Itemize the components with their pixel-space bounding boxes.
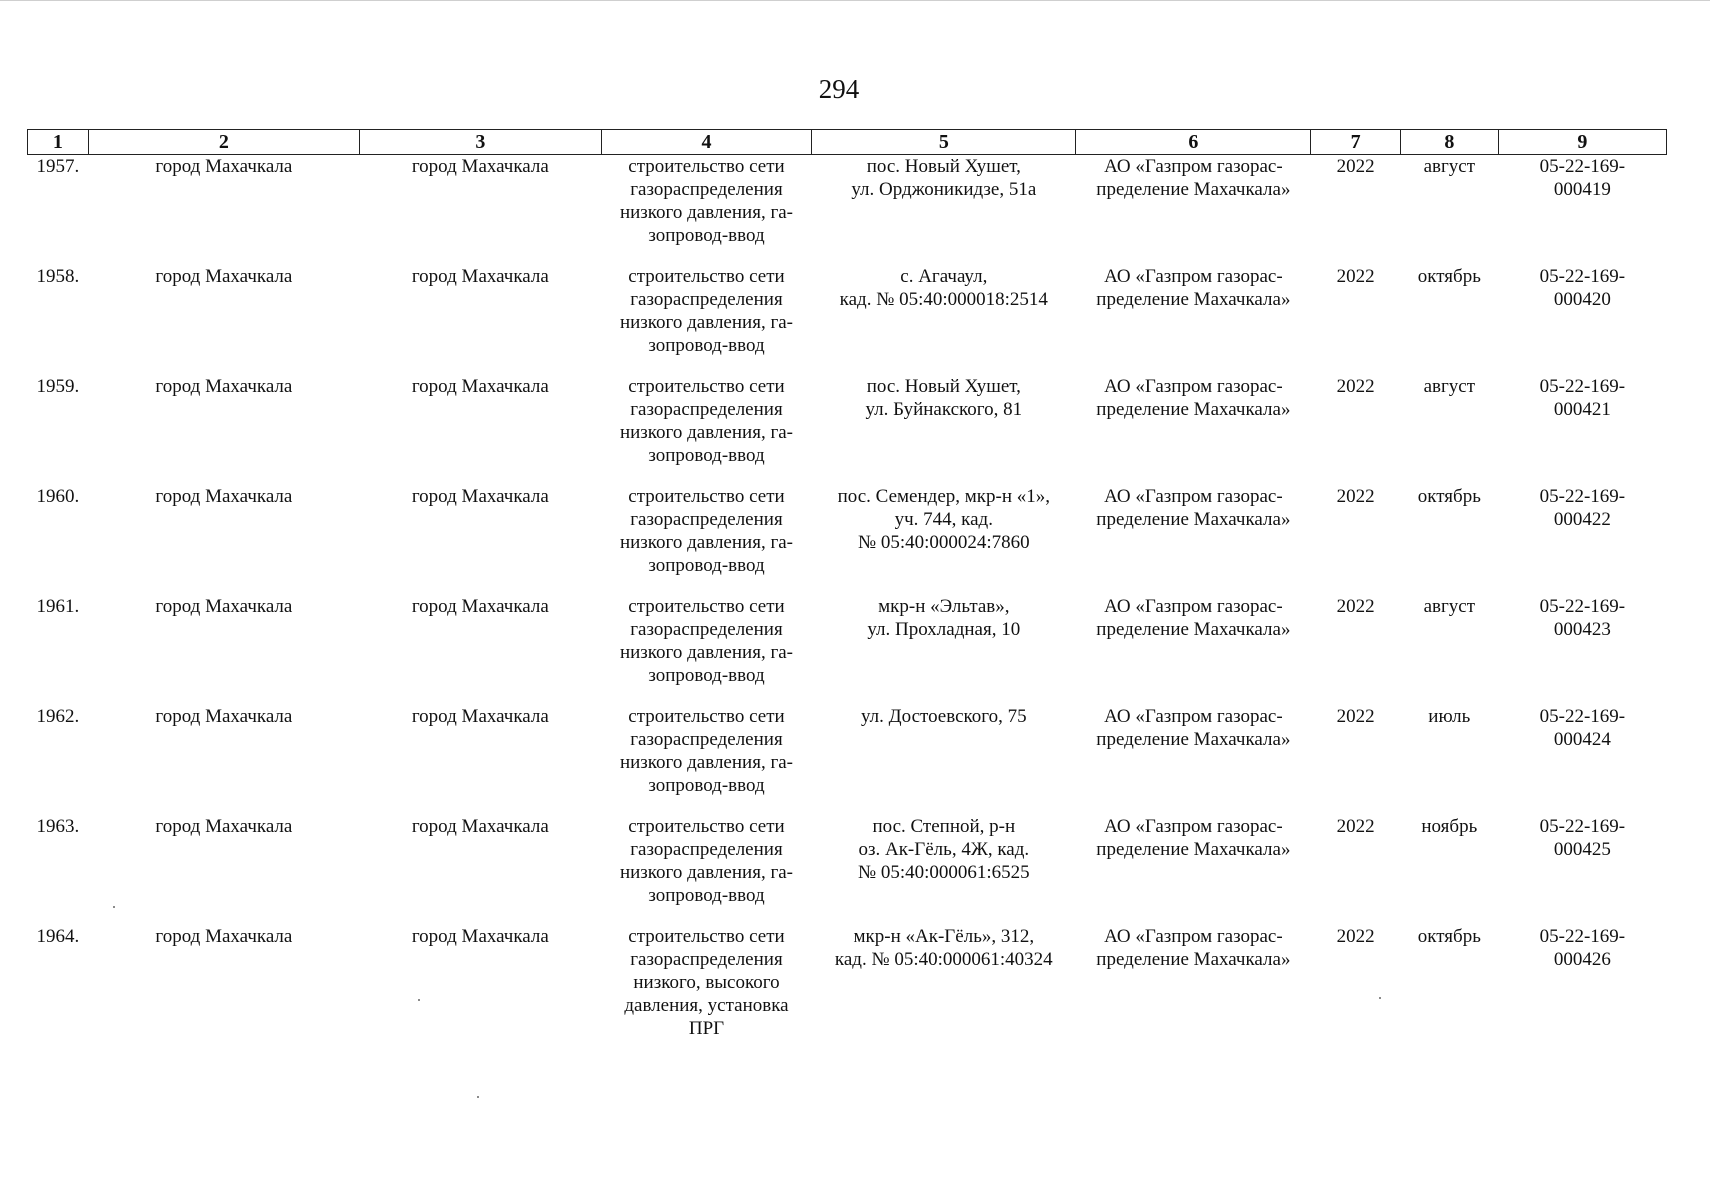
work-description-cell xyxy=(601,375,812,485)
row-number: 1959. xyxy=(36,376,80,397)
year-cell: 2022 xyxy=(1336,706,1375,727)
municipality-cell: город Махачкала xyxy=(155,926,293,947)
registry-code-cell xyxy=(1498,925,1666,1055)
work-description-cell xyxy=(601,155,812,266)
organization-cell-line: пределение Махачкала» xyxy=(1096,949,1291,970)
organization-cell xyxy=(1076,595,1311,705)
organization-cell-line: АО «Газпром газорас- xyxy=(1104,486,1283,507)
table-row xyxy=(28,815,1667,925)
address-cell-line: мкр-н «Эльтав», xyxy=(878,596,1010,617)
registry-code-cell-line: 000419 xyxy=(1553,179,1611,200)
address-cell xyxy=(812,485,1076,595)
organization-cell xyxy=(1076,705,1311,815)
registry-code-cell-line: 05-22-169- xyxy=(1539,266,1626,287)
work-description-cell-line: газораспределения xyxy=(630,509,783,530)
organization-cell-line: АО «Газпром газорас- xyxy=(1104,816,1283,837)
municipality-cell: город Махачкала xyxy=(155,376,293,397)
month-cell: август xyxy=(1423,156,1476,177)
year-cell: 2022 xyxy=(1336,926,1375,947)
table-row xyxy=(28,485,1667,595)
work-description-cell xyxy=(601,265,812,375)
scan-speck xyxy=(1379,997,1381,999)
work-description-cell-line: зопровод-ввод xyxy=(648,885,765,906)
table-row xyxy=(28,155,1667,266)
work-description-cell-line: строительство сети xyxy=(628,926,785,947)
month-cell: июль xyxy=(1428,706,1471,727)
month-cell: ноябрь xyxy=(1421,816,1478,837)
organization-cell-line: пределение Махачкала» xyxy=(1096,179,1291,200)
work-description-cell xyxy=(601,925,812,1055)
column-header: 5 xyxy=(812,130,1076,155)
table-row xyxy=(28,375,1667,485)
address-cell-line: пос. Новый Хушет, xyxy=(866,156,1021,177)
registry-code-cell-line: 05-22-169- xyxy=(1539,156,1626,177)
registry-code-cell-line: 05-22-169- xyxy=(1539,816,1626,837)
work-description-cell-line: газораспределения xyxy=(630,619,783,640)
year-cell: 2022 xyxy=(1336,816,1375,837)
address-cell-line: оз. Ак-Гёль, 4Ж, кад. xyxy=(858,839,1030,860)
organization-cell-line: АО «Газпром газорас- xyxy=(1104,596,1283,617)
organization-cell xyxy=(1076,375,1311,485)
work-description-cell-line: давления, установка xyxy=(624,995,789,1016)
registry-code-cell-line: 000421 xyxy=(1553,399,1611,420)
address-cell-line: № 05:40:000061:6525 xyxy=(857,862,1030,883)
work-description-cell-line: газораспределения xyxy=(630,839,783,860)
registry-code-cell-line: 000425 xyxy=(1553,839,1611,860)
settlement-cell: город Махачкала xyxy=(411,376,549,397)
organization-cell-line: пределение Махачкала» xyxy=(1096,509,1291,530)
settlement-cell: город Махачкала xyxy=(411,706,549,727)
work-description-cell-line: низкого давления, га- xyxy=(619,422,793,443)
work-description-cell-line: зопровод-ввод xyxy=(648,445,765,466)
work-description-cell-line: зопровод-ввод xyxy=(648,555,765,576)
organization-cell-line: пределение Махачкала» xyxy=(1096,729,1291,750)
column-header: 3 xyxy=(360,130,602,155)
registry-code-cell xyxy=(1498,485,1666,595)
work-description-cell xyxy=(601,595,812,705)
row-number: 1961. xyxy=(36,596,80,617)
work-description-cell-line: низкого давления, га- xyxy=(619,862,793,883)
month-cell: август xyxy=(1423,376,1476,397)
registry-code-cell-line: 000422 xyxy=(1553,509,1611,530)
organization-cell xyxy=(1076,155,1311,266)
registry-code-cell-line: 05-22-169- xyxy=(1539,706,1626,727)
address-cell-line: уч. 744, кад. xyxy=(894,509,993,530)
address-cell-line: ул. Буйнакского, 81 xyxy=(865,399,1023,420)
row-number: 1957. xyxy=(36,156,80,177)
work-description-cell xyxy=(601,815,812,925)
column-header: 7 xyxy=(1311,130,1400,155)
settlement-cell: город Махачкала xyxy=(411,156,549,177)
registry-code-cell xyxy=(1498,705,1666,815)
organization-cell-line: АО «Газпром газорас- xyxy=(1104,376,1283,397)
header-row xyxy=(28,130,1667,155)
row-number: 1964. xyxy=(36,926,80,947)
registry-code-cell-line: 05-22-169- xyxy=(1539,486,1626,507)
scan-speck xyxy=(477,1096,479,1098)
settlement-cell: город Махачкала xyxy=(411,486,549,507)
work-description-cell-line: газораспределения xyxy=(630,729,783,750)
year-cell: 2022 xyxy=(1336,266,1375,287)
month-cell: октябрь xyxy=(1417,266,1481,287)
year-cell: 2022 xyxy=(1336,596,1375,617)
address-cell xyxy=(812,705,1076,815)
municipality-cell: город Махачкала xyxy=(155,816,293,837)
organization-cell-line: АО «Газпром газорас- xyxy=(1104,926,1283,947)
address-cell-line: № 05:40:000024:7860 xyxy=(857,532,1030,553)
work-description-cell-line: строительство сети xyxy=(628,706,785,727)
municipality-cell: город Махачкала xyxy=(155,706,293,727)
work-description-cell-line: низкого давления, га- xyxy=(619,532,793,553)
work-description-cell-line: строительство сети xyxy=(628,486,785,507)
table-row xyxy=(28,705,1667,815)
table-header xyxy=(28,130,1667,155)
year-cell: 2022 xyxy=(1336,486,1375,507)
month-cell: октябрь xyxy=(1417,486,1481,507)
scan-top-edge xyxy=(0,0,1710,1)
organization-cell-line: пределение Махачкала» xyxy=(1096,839,1291,860)
table-row xyxy=(28,595,1667,705)
scan-speck xyxy=(113,906,115,908)
table-body xyxy=(28,155,1667,1056)
municipality-cell: город Махачкала xyxy=(155,596,293,617)
address-cell-line: пос. Новый Хушет, xyxy=(866,376,1021,397)
address-cell-line: кад. № 05:40:000061:40324 xyxy=(834,949,1053,970)
address-cell-line: с. Агачаул, xyxy=(900,266,988,287)
organization-cell-line: пределение Махачкала» xyxy=(1096,289,1291,310)
organization-cell xyxy=(1076,485,1311,595)
registry-code-cell xyxy=(1498,375,1666,485)
gas-network-register-table xyxy=(27,129,1667,1055)
work-description-cell-line: ПРГ xyxy=(688,1018,725,1039)
registry-code-cell xyxy=(1498,265,1666,375)
work-description-cell-line: зопровод-ввод xyxy=(648,335,765,356)
registry-code-cell-line: 05-22-169- xyxy=(1539,596,1626,617)
work-description-cell xyxy=(601,485,812,595)
address-cell xyxy=(812,265,1076,375)
work-description-cell-line: низкого давления, га- xyxy=(619,642,793,663)
work-description-cell-line: зопровод-ввод xyxy=(648,665,765,686)
work-description-cell-line: строительство сети xyxy=(628,376,785,397)
registry-code-cell-line: 05-22-169- xyxy=(1539,376,1626,397)
municipality-cell: город Махачкала xyxy=(155,486,293,507)
registry-code-cell-line: 05-22-169- xyxy=(1539,926,1626,947)
column-header: 1 xyxy=(28,130,89,155)
work-description-cell-line: строительство сети xyxy=(628,156,785,177)
work-description-cell-line: низкого давления, га- xyxy=(619,312,793,333)
month-cell: октябрь xyxy=(1417,926,1481,947)
column-header: 4 xyxy=(601,130,812,155)
address-cell-line: кад. № 05:40:000018:2514 xyxy=(839,289,1048,310)
organization-cell-line: АО «Газпром газорас- xyxy=(1104,706,1283,727)
organization-cell-line: АО «Газпром газорас- xyxy=(1104,156,1283,177)
address-cell-line: ул. Орджоникидзе, 51а xyxy=(851,179,1037,200)
organization-cell xyxy=(1076,925,1311,1055)
page-number: 294 xyxy=(818,74,860,104)
registry-code-cell xyxy=(1498,155,1666,266)
address-cell xyxy=(812,595,1076,705)
table-row xyxy=(28,265,1667,375)
settlement-cell: город Махачкала xyxy=(411,266,549,287)
year-cell: 2022 xyxy=(1336,376,1375,397)
work-description-cell-line: строительство сети xyxy=(628,266,785,287)
work-description-cell-line: газораспределения xyxy=(630,179,783,200)
work-description-cell-line: строительство сети xyxy=(628,816,785,837)
year-cell: 2022 xyxy=(1336,156,1375,177)
work-description-cell-line: строительство сети xyxy=(628,596,785,617)
month-cell: август xyxy=(1423,596,1476,617)
work-description-cell-line: газораспределения xyxy=(630,399,783,420)
column-header: 2 xyxy=(88,130,359,155)
registry-code-cell-line: 000420 xyxy=(1553,289,1611,310)
organization-cell xyxy=(1076,265,1311,375)
address-cell xyxy=(812,155,1076,266)
work-description-cell xyxy=(601,705,812,815)
address-cell-line: пос. Семендер, мкр-н «1», xyxy=(837,486,1050,507)
settlement-cell: город Махачкала xyxy=(411,596,549,617)
work-description-cell-line: низкого давления, га- xyxy=(619,202,793,223)
address-cell xyxy=(812,815,1076,925)
row-number: 1958. xyxy=(36,266,80,287)
organization-cell-line: АО «Газпром газорас- xyxy=(1104,266,1283,287)
column-header: 9 xyxy=(1498,130,1666,155)
row-number: 1960. xyxy=(36,486,80,507)
scan-speck xyxy=(418,999,420,1001)
table-row xyxy=(28,925,1667,1055)
settlement-cell: город Махачкала xyxy=(411,816,549,837)
work-description-cell-line: зопровод-ввод xyxy=(648,225,765,246)
municipality-cell: город Махачкала xyxy=(155,156,293,177)
organization-cell xyxy=(1076,815,1311,925)
row-number: 1962. xyxy=(36,706,80,727)
address-cell xyxy=(812,375,1076,485)
organization-cell-line: пределение Махачкала» xyxy=(1096,619,1291,640)
work-description-cell-line: низкого, высокого xyxy=(633,972,780,993)
address-cell-line: мкр-н «Ак-Гёль», 312, xyxy=(853,926,1035,947)
registry-code-cell-line: 000426 xyxy=(1553,949,1611,970)
address-cell xyxy=(812,925,1076,1055)
work-description-cell-line: газораспределения xyxy=(630,949,783,970)
row-number: 1963. xyxy=(36,816,80,837)
registry-code-cell-line: 000424 xyxy=(1553,729,1611,750)
address-cell-line: ул. Прохладная, 10 xyxy=(867,619,1021,640)
work-description-cell-line: низкого давления, га- xyxy=(619,752,793,773)
registry-code-cell xyxy=(1498,815,1666,925)
address-cell-line: ул. Достоевского, 75 xyxy=(861,706,1027,727)
registry-code-cell-line: 000423 xyxy=(1553,619,1611,640)
registry-code-cell xyxy=(1498,595,1666,705)
work-description-cell-line: зопровод-ввод xyxy=(648,775,765,796)
work-description-cell-line: газораспределения xyxy=(630,289,783,310)
address-cell-line: пос. Степной, р-н xyxy=(872,816,1016,837)
settlement-cell: город Махачкала xyxy=(411,926,549,947)
column-header: 6 xyxy=(1076,130,1311,155)
municipality-cell: город Махачкала xyxy=(155,266,293,287)
column-header: 8 xyxy=(1400,130,1498,155)
organization-cell-line: пределение Махачкала» xyxy=(1096,399,1291,420)
